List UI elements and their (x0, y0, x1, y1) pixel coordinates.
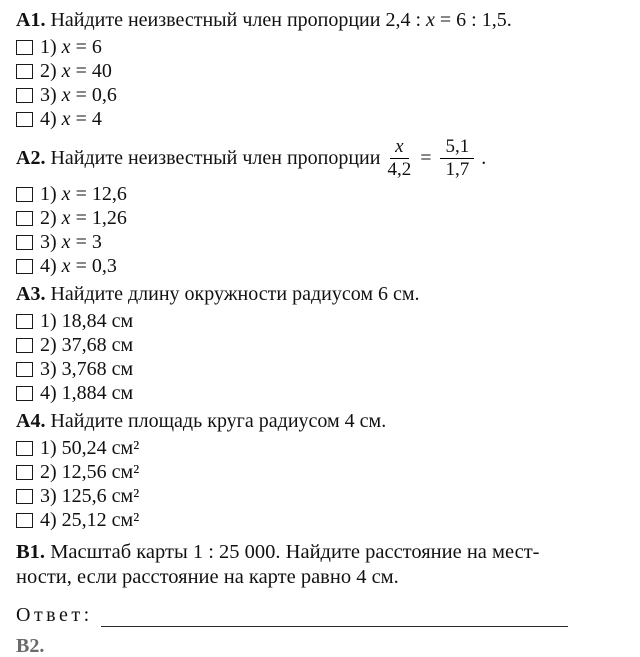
option-value: = 3 (70, 230, 102, 253)
question-a2-number: А2. (16, 146, 46, 169)
answer-label: Ответ: (16, 604, 93, 626)
option-number: 4) (40, 381, 57, 404)
option-variable: x (61, 59, 71, 82)
clipped-next-question (16, 635, 620, 657)
a1-option-1[interactable] (16, 35, 620, 59)
question-a1-text: Найдите неизвестный член пропорции 2,4 : (50, 9, 427, 31)
question-a2 (16, 135, 620, 278)
option-number: 2) (40, 333, 57, 356)
option-value: = 1,26 (70, 206, 127, 229)
option-value: 125,6 см² (61, 484, 140, 507)
a2-option-3-checkbox[interactable] (16, 235, 33, 250)
a4-option-1[interactable] (16, 436, 620, 460)
option-number: 3) (40, 83, 57, 106)
option-value: = 40 (70, 59, 112, 82)
a3-option-1-checkbox[interactable] (16, 314, 33, 329)
a2-option-4[interactable] (16, 254, 620, 278)
a1-option-1-checkbox[interactable] (16, 40, 33, 55)
option-value: 3,768 см (61, 357, 134, 380)
a2-option-4-checkbox[interactable] (16, 259, 33, 274)
a4-option-3[interactable] (16, 484, 620, 508)
option-value: 37,68 см (61, 333, 134, 356)
answer-blank-line[interactable] (101, 611, 568, 627)
a3-option-1[interactable] (16, 309, 620, 333)
option-variable: x (61, 107, 71, 130)
a2-option-2-checkbox[interactable] (16, 211, 33, 226)
option-number: 2) (40, 59, 57, 82)
a2-option-2[interactable] (16, 206, 620, 230)
option-value: = 12,6 (70, 182, 127, 205)
option-value: = 4 (70, 107, 102, 130)
fraction-left-denominator: 4,2 (387, 158, 412, 180)
a3-option-2-checkbox[interactable] (16, 338, 33, 353)
question-b1-line2: ности, если расстояние на карте равно 4 см. (16, 566, 399, 588)
option-value: 12,56 см² (61, 460, 140, 483)
question-a2-prompt (16, 135, 620, 181)
a3-option-2[interactable] (16, 333, 620, 357)
answer-row (16, 604, 568, 627)
question-a1-text-after: = 6 : 1,5. (434, 9, 512, 31)
question-a4-text: Найдите площадь круга радиусом 4 см. (50, 410, 387, 432)
a2-option-3[interactable] (16, 230, 620, 254)
question-b1-prompt (16, 540, 620, 590)
a4-option-1-checkbox[interactable] (16, 441, 33, 456)
fraction-left (387, 137, 411, 180)
question-b1 (16, 540, 620, 627)
question-a2-text: Найдите неизвестный член пропорции (50, 146, 381, 169)
option-number: 1) (40, 436, 57, 459)
a3-option-4[interactable] (16, 381, 620, 405)
a3-option-3[interactable] (16, 357, 620, 381)
option-variable: x (61, 83, 71, 106)
option-value: = 6 (70, 35, 102, 58)
a4-option-3-checkbox[interactable] (16, 489, 33, 504)
option-number: 3) (40, 484, 57, 507)
option-number: 4) (40, 107, 57, 130)
question-a4 (16, 409, 620, 532)
a2-option-1[interactable] (16, 182, 620, 206)
a2-option-1-checkbox[interactable] (16, 187, 33, 202)
option-value: = 0,3 (70, 254, 117, 277)
a4-option-2[interactable] (16, 460, 620, 484)
option-number: 3) (40, 230, 57, 253)
question-a4-number: А4. (16, 410, 46, 432)
option-value: 18,84 см (61, 309, 134, 332)
option-number: 4) (40, 508, 57, 531)
option-variable: x (61, 35, 71, 58)
option-value: 1,884 см (61, 381, 134, 404)
question-a3-text: Найдите длину окружности радиусом 6 см. (50, 283, 420, 305)
question-b1-line1: Масштаб карты 1 : 25 000. Найдите расстояние на мест- (50, 541, 540, 563)
option-number: 1) (40, 309, 57, 332)
option-value: 25,12 см² (61, 508, 140, 531)
a1-option-4[interactable] (16, 107, 620, 131)
option-variable: x (61, 182, 71, 205)
clipped-next-question-number: В2. (16, 635, 45, 657)
option-number: 1) (40, 35, 57, 58)
question-b1-number: В1. (16, 541, 46, 563)
fraction-right-numerator: 5,1 (440, 137, 474, 159)
option-variable: x (61, 230, 71, 253)
fraction-left-numerator: x (390, 137, 408, 159)
option-number: 2) (40, 460, 57, 483)
option-value: 50,24 см² (61, 436, 140, 459)
question-a1-prompt (16, 8, 620, 32)
option-number: 4) (40, 254, 57, 277)
question-a3-prompt (16, 282, 620, 306)
option-value: = 0,6 (70, 83, 117, 106)
option-variable: x (61, 206, 71, 229)
option-number: 1) (40, 182, 57, 205)
a4-option-4[interactable] (16, 508, 620, 532)
option-number: 2) (40, 206, 57, 229)
a1-option-3[interactable] (16, 83, 620, 107)
question-a1 (16, 8, 620, 131)
a4-option-4-checkbox[interactable] (16, 513, 33, 528)
a1-option-2-checkbox[interactable] (16, 64, 33, 79)
question-a1-variable: x (426, 9, 435, 31)
question-a1-number: А1. (16, 9, 46, 31)
question-a4-prompt (16, 409, 620, 433)
question-a3 (16, 282, 620, 405)
option-number: 3) (40, 357, 57, 380)
fraction-right (440, 137, 474, 180)
sentence-period: . (481, 146, 487, 169)
fraction-right-denominator: 1,7 (445, 158, 470, 180)
a4-option-2-checkbox[interactable] (16, 465, 33, 480)
a1-option-2[interactable] (16, 59, 620, 83)
equals-sign: = (420, 146, 432, 169)
option-variable: x (61, 254, 71, 277)
question-a3-number: А3. (16, 283, 46, 305)
a3-option-3-checkbox[interactable] (16, 362, 33, 377)
a1-option-3-checkbox[interactable] (16, 88, 33, 103)
a1-option-4-checkbox[interactable] (16, 112, 33, 127)
a3-option-4-checkbox[interactable] (16, 386, 33, 401)
